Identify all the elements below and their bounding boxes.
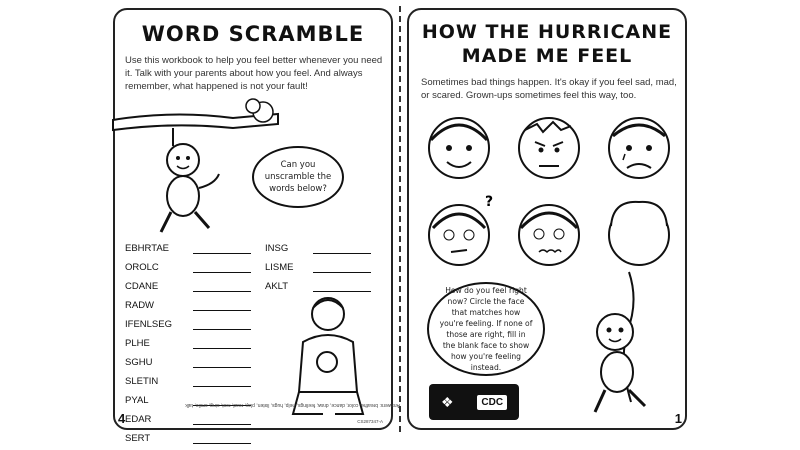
scrambled-word: CDANE <box>125 281 159 292</box>
scrambled-word: SGHU <box>125 357 153 368</box>
word-list-col2 <box>265 235 371 292</box>
sad-face-icon <box>609 118 669 178</box>
answer-blank[interactable] <box>193 301 251 311</box>
doc-code: CS287347-A <box>357 419 383 424</box>
answer-blank[interactable] <box>193 320 251 330</box>
speech-bubble-left: Can you unscramble the words below? <box>252 146 344 208</box>
word-row <box>125 330 251 349</box>
word-row <box>125 254 251 273</box>
left-page <box>113 8 400 444</box>
scrambled-word: OROLC <box>125 262 159 273</box>
confused-face-icon <box>429 194 493 265</box>
hhs-eagle-icon: ❖ <box>440 393 454 410</box>
answer-blank[interactable] <box>193 282 251 292</box>
word-row <box>125 425 251 444</box>
answer-blank[interactable] <box>313 244 371 254</box>
happy-face-icon <box>429 118 489 178</box>
scrambled-word: INSG <box>265 243 289 254</box>
scrambled-word: LISME <box>265 262 294 273</box>
word-row <box>125 349 251 368</box>
right-intro: Sometimes bad things happen. It's okay if you feel sad, mad, or scared. Grown-ups sometimes feel this way, too. <box>421 77 677 101</box>
scrambled-word: PLHE <box>125 338 150 349</box>
scrambled-word: PYAL <box>125 395 149 406</box>
answer-blank[interactable] <box>193 263 251 273</box>
answer-blank[interactable] <box>193 377 251 387</box>
answers-text: Answers: breathe, color, dance, draw, feelings, help, hugs, listen, play, read, rest, sing, smile, talk <box>185 402 400 408</box>
answer-blank[interactable] <box>193 415 251 425</box>
svg-text:?: ? <box>485 194 494 210</box>
word-row <box>125 273 251 292</box>
monkey-right-illustration <box>569 272 679 422</box>
scrambled-word: SERT <box>125 433 151 444</box>
word-row <box>265 254 371 273</box>
speech-bubble-right: How do you feel right now? Circle the face that matches how you're feeling. If none of those are right, fill in the blank face to show how you're feeling instead. <box>427 282 545 376</box>
blank-face-icon <box>609 202 669 265</box>
answer-blank[interactable] <box>193 339 251 349</box>
scrambled-word: RADW <box>125 300 155 311</box>
right-page <box>407 8 687 430</box>
scrambled-word: SLETIN <box>125 376 159 387</box>
word-row <box>125 235 251 254</box>
answer-blank[interactable] <box>193 434 251 444</box>
title-line-1: HOW THE HURRICANE <box>421 21 673 43</box>
page-number-left: 4 <box>118 411 126 426</box>
cdc-logo: CDC <box>477 395 507 410</box>
left-intro: Use this workbook to help you feel better whenever you need it. Talk with your parents about how you feel. And always remember, what happened is not your fault! <box>125 55 383 92</box>
title-line-2: MADE ME FEEL <box>461 45 633 67</box>
monkey-left-illustration <box>143 128 223 238</box>
word-row <box>125 368 251 387</box>
word-row <box>265 273 371 292</box>
word-row <box>125 292 251 311</box>
answer-blank[interactable] <box>313 263 371 273</box>
word-row <box>125 406 251 425</box>
scrambled-word: IFENLSEG <box>125 319 172 330</box>
answer-blank[interactable] <box>313 282 371 292</box>
logo-box <box>429 384 519 420</box>
answer-blank[interactable] <box>193 244 251 254</box>
page-number-right: 1 <box>674 411 682 426</box>
scared-face-icon <box>519 205 579 265</box>
word-scramble-title: WORD SCRAMBLE <box>141 22 365 46</box>
scrambled-word: EDAR <box>125 414 152 425</box>
word-row <box>125 311 251 330</box>
word-list-col1 <box>125 235 251 444</box>
hurricane-title <box>409 20 685 68</box>
scrambled-word: AKLT <box>265 281 289 292</box>
angry-face-icon <box>519 118 579 178</box>
fold-line <box>399 6 401 432</box>
faces-grid <box>419 110 679 280</box>
answer-blank[interactable] <box>193 358 251 368</box>
scrambled-word: EBHRTAE <box>125 243 169 254</box>
word-row <box>265 235 371 254</box>
